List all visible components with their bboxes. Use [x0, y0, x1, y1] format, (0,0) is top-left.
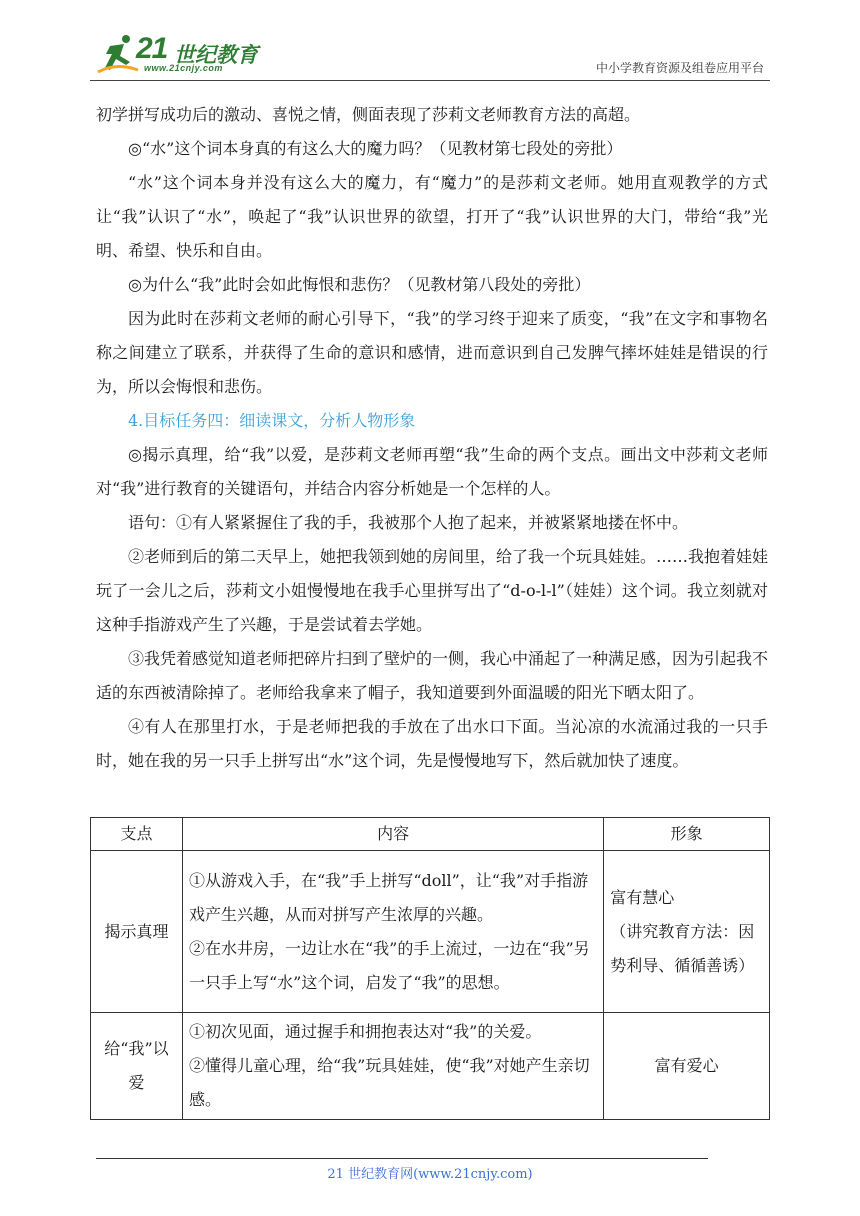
site-logo[interactable] — [92, 30, 262, 76]
quote-paragraph: ②老师到后的第二天早上，她把我领到她的房间里，给了我一个玩具娃娃。……我抱着娃娃玩了一会儿之后，莎莉文小姐慢慢地在我手心里拼写出了“d-o-l-l”（娃娃）这个词。我立刻就对这种手指游戏产生了兴趣，于是尝试着去学她。 — [96, 547, 769, 634]
quote-paragraph: ④有人在那里打水，于是老师把我的手放在了出水口下面。当沁凉的水流涌过我的一只手时，她在我的另一只手上拼写出“水”这个词，先是慢慢地写下，然后就加快了速度。 — [96, 717, 768, 770]
answer-paragraph: 因为此时在莎莉文老师的耐心引导下，“我”的学习终于迎来了质变，“我”在文字和事物名称之间建立了联系，并获得了生命的意识和感情，进而意识到自己发脾气摔坏娃娃是错误的行为，所以会悔恨和悲伤。 — [96, 309, 768, 396]
table-cell-point: 给“我”以爱 — [91, 1013, 183, 1120]
table-row — [91, 1013, 770, 1120]
column-header: 内容 — [182, 818, 603, 851]
page-header — [90, 28, 770, 81]
question-paragraph: ◎为什么“我”此时会如此悔恨和悲伤？（见教材第八段处的旁批） — [128, 275, 591, 294]
content-item: ①从游戏入手，在“我”手上拼写“doll”，让“我”对手指游戏产生兴趣，从而对拼写产生浓厚的兴趣。 — [188, 870, 589, 924]
platform-title: 中小学教育资源及组卷应用平台 — [595, 61, 764, 75]
quote-paragraph: ③我凭着感觉知道老师把碎片扫到了壁炉的一侧，我心中涌起了一种满足感，因为引起我不适的东西被清除掉了。老师给我拿来了帽子，我知道要到外面温暖的阳光下晒太阳了。 — [96, 649, 769, 702]
column-header: 形象 — [604, 818, 770, 851]
content-item: ②懂得儿童心理，给“我”玩具娃娃，使“我”对她产生亲切感。 — [188, 1056, 590, 1109]
content-item: ②在水井房，一边让水在“我”的手上流过，一边在“我”另一只手上写“水”这个词，启发了“我”的思想。 — [188, 938, 590, 992]
table-cell-image: 富有爱心 — [604, 1013, 770, 1120]
image-note: （讲究教育方法：因势利导、循循善诱） — [610, 921, 755, 975]
paragraph: 初学拼写成功后的激动、喜悦之情，侧面表现了莎莉文老师教育方法的高超。 — [96, 105, 641, 124]
logo-name: 世纪教育 — [174, 43, 258, 67]
analysis-table — [90, 817, 770, 1120]
table-cell-content — [182, 1013, 603, 1120]
table-cell-point: 揭示真理 — [91, 851, 183, 1013]
main-content — [96, 98, 768, 778]
table-header-row — [91, 818, 770, 851]
logo-number: 21 — [136, 32, 168, 65]
footer-divider — [96, 1158, 708, 1159]
content-item: ①初次见面，通过握手和拥抱表达对“我”的关爱。 — [188, 1022, 542, 1041]
quote-paragraph: 语句：①有人紧紧握住了我的手，我被那个人抱了起来，并被紧紧地搂在怀中。 — [128, 513, 689, 532]
section-heading: 4.目标任务四：细读课文，分析人物形象 — [128, 411, 416, 430]
table-cell-image — [604, 851, 770, 1013]
image-trait: 富有慧心 — [610, 887, 675, 907]
question-paragraph: ◎揭示真理，给“我”以爱，是莎莉文老师再塑“我”生命的两个支点。画出文中莎莉文老师对“我”进行教育的关键语句，并结合内容分析她是一个怎样的人。 — [96, 445, 768, 498]
column-header: 支点 — [91, 818, 183, 851]
footer-link[interactable]: 21 世纪教育网(www.21cnjy.com) — [327, 1167, 533, 1182]
table-cell-content — [182, 851, 603, 1013]
runner-logo-icon — [96, 32, 140, 76]
question-paragraph: ◎“水”这个词本身真的有这么大的魔力吗？（见教材第七段处的旁批） — [128, 139, 623, 158]
logo-url: www.21cnjy.com — [144, 63, 223, 73]
table-row — [91, 851, 770, 1013]
answer-paragraph: “水”这个词本身并没有这么大的魔力，有“魔力”的是莎莉文老师。她用直观教学的方式让“我”认识了“水”，唤起了“我”认识世界的欲望，打开了“我”认识世界的大门，带给“我”光明、希望、快乐和自由。 — [96, 173, 768, 260]
